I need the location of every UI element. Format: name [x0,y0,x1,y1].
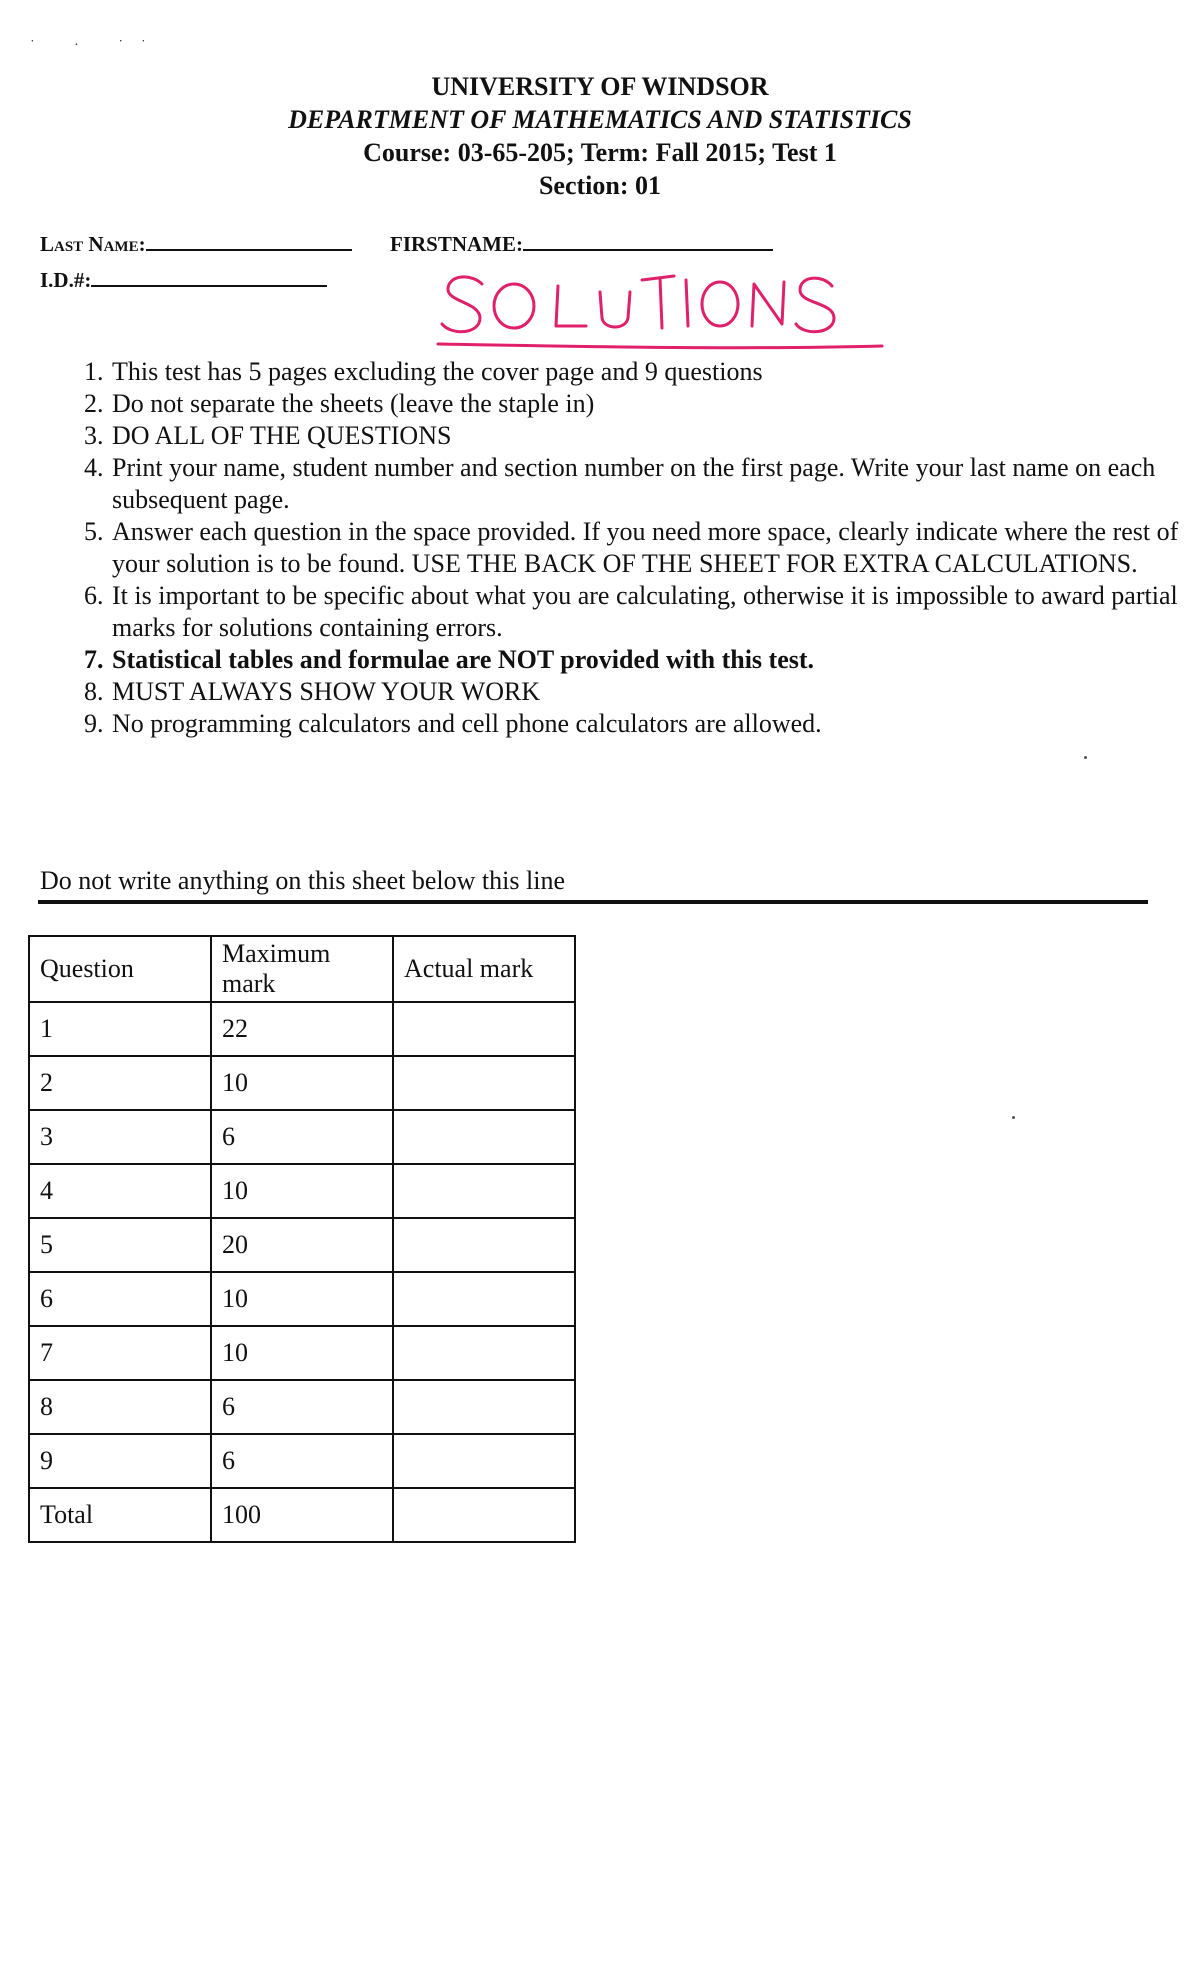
instruction-item: 9. No programming calculators and cell phone calculators are allowed. [110,708,1190,740]
scan-speck [1012,1116,1015,1119]
instruction-item: 6. It is important to be specific about what you are calculating, otherwise it is impossible to award partial marks for solutions containing errors. [110,580,1190,644]
id-blank[interactable] [91,283,327,287]
divider-line [38,900,1148,904]
table-row [29,1164,575,1218]
first-name-field[interactable] [390,232,773,257]
question-cell: 5 [29,1218,211,1272]
university-name: UNIVERSITY OF WINDSOR [431,72,769,101]
max-mark-cell: 6 [211,1434,393,1488]
question-cell: 4 [29,1164,211,1218]
id-label: I.D.#: [40,268,92,292]
instruction-item: 2. Do not separate the sheets (leave the staple in) [110,388,1190,420]
instruction-item: 5. Answer each question in the space provided. If you need more space, clearly indicate where the rest of your solution is to be found. USE THE BACK OF THE SHEET FOR EXTRA CALCULATIONS. [110,516,1190,580]
do-not-write-note: Do not write anything on this sheet below this line [40,866,565,895]
table-row [29,1056,575,1110]
actual-mark-cell[interactable] [393,1164,575,1218]
table-row [29,1326,575,1380]
first-name-label: FIRSTNAME: [390,232,524,256]
actual-mark-cell[interactable] [393,1110,575,1164]
question-cell: 1 [29,1002,211,1056]
question-cell: Total [29,1488,211,1542]
instruction-item: 8. MUST ALWAYS SHOW YOUR WORK [110,676,1190,708]
max-mark-cell: 6 [211,1110,393,1164]
table-row [29,1218,575,1272]
instruction-item: 3. DO ALL OF THE QUESTIONS [110,420,1190,452]
table-row [29,1272,575,1326]
section-info: Section: 01 [538,171,662,200]
max-mark-cell: 22 [211,1002,393,1056]
max-mark-cell: 20 [211,1218,393,1272]
scan-speck [1084,756,1087,759]
question-cell: 6 [29,1272,211,1326]
scan-specks: ˙ · ˙˙ [30,38,164,53]
max-mark-cell: 6 [211,1380,393,1434]
marks-table-header-row [29,936,575,1002]
question-cell: 9 [29,1434,211,1488]
table-row [29,1110,575,1164]
last-name-field[interactable] [40,232,352,257]
marks-table [28,935,576,1543]
question-cell: 2 [29,1056,211,1110]
question-cell: 3 [29,1110,211,1164]
question-cell: 8 [29,1380,211,1434]
exam-header [0,70,1200,202]
actual-mark-cell[interactable] [393,1002,575,1056]
actual-mark-cell[interactable] [393,1218,575,1272]
course-info: Course: 03-65-205; Term: Fall 2015; Test 1 [363,138,837,167]
instruction-item: 7. Statistical tables and formulae are NOT provided with this test. [110,644,1190,676]
max-mark-cell: 100 [211,1488,393,1542]
first-name-blank[interactable] [523,247,773,251]
header-actual-mark: Actual mark [393,936,575,1002]
actual-mark-cell[interactable] [393,1272,575,1326]
actual-mark-cell[interactable] [393,1056,575,1110]
department-name: DEPARTMENT OF MATHEMATICS AND STATISTICS [288,105,912,134]
last-name-blank[interactable] [146,247,352,251]
header-question: Question [29,936,211,1002]
actual-mark-cell[interactable] [393,1488,575,1542]
actual-mark-cell[interactable] [393,1434,575,1488]
solutions-handwriting [436,262,884,352]
table-row [29,1002,575,1056]
question-cell: 7 [29,1326,211,1380]
instruction-item: 1. This test has 5 pages excluding the cover page and 9 questions [110,356,1190,388]
id-field[interactable] [40,268,327,293]
actual-mark-cell[interactable] [393,1380,575,1434]
table-row [29,1488,575,1542]
last-name-label: Last Name: [40,232,146,256]
header-maximum-mark: Maximum mark [211,936,393,1002]
instruction-item: 4. Print your name, student number and section number on the first page. Write your last name on each subsequent page. [110,452,1190,516]
table-row [29,1380,575,1434]
max-mark-cell: 10 [211,1326,393,1380]
max-mark-cell: 10 [211,1272,393,1326]
table-row [29,1434,575,1488]
instructions-list [62,356,1190,740]
max-mark-cell: 10 [211,1056,393,1110]
solutions-text: SOLUTIONS [436,262,442,263]
marks-table-body [29,1002,575,1542]
max-mark-cell: 10 [211,1164,393,1218]
actual-mark-cell[interactable] [393,1326,575,1380]
